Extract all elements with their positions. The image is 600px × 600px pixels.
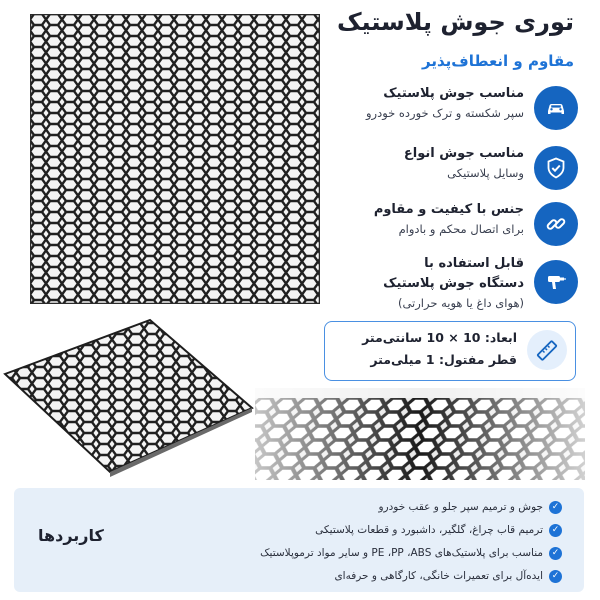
feature-compatible-device [328,254,578,316]
feature-sub: برای اتصال محکم و بادوام [398,222,524,236]
ruler-icon [527,330,567,370]
spec-wire-diameter: قطر مفتول: 1 میلی‌متر [370,352,517,367]
page-subtitle: مقاوم و انعطاف‌پذیر [422,52,574,70]
feature-sub: سپر شکسته و ترک خورده خودرو [365,106,524,120]
feature-heading: جنس با کیفیت و مقاوم [373,202,524,217]
check-icon: ✓ [549,524,562,537]
check-icon: ✓ [549,570,562,583]
heat-gun-icon [534,260,578,304]
check-icon: ✓ [549,501,562,514]
application-item: ✓جوش و ترمیم سپر جلو و عقب خودرو [92,498,562,516]
feature-heading: مناسب جوش انواع [403,146,524,161]
feature-sub: (هوای داغ یا هویه حرارتی) [397,296,524,310]
feature-heading-2: دستگاه جوش پلاستیک [383,276,524,291]
feature-heading: مناسب جوش پلاستیک [383,86,524,101]
mesh-angled-image [0,312,260,477]
feature-plastic-welding [328,84,578,142]
chain-link-icon [534,202,578,246]
applications-panel [14,488,584,592]
mesh-closeup-image [255,388,585,480]
application-item: ✓مناسب برای پلاستیک‌های PE ،PP ،ABS و سایر مواد ترموپلاستیک [92,544,562,562]
applications-label: کاربردها [38,526,104,545]
application-item: ✓ترمیم قاب چراغ، گلگیر، داشبورد و قطعات پلاستیکی [92,521,562,539]
feature-heading: قابل استفاده با [424,256,524,271]
feature-quality [328,200,578,258]
application-item: ✓ایده‌آل برای تعمیرات خانگی، کارگاهی و حرفه‌ای [92,567,562,585]
spec-box [324,321,576,381]
feature-plastic-items [328,144,578,202]
car-icon [534,86,578,130]
feature-sub: وسایل پلاستیکی [447,166,524,180]
shield-check-icon [534,146,578,190]
check-icon: ✓ [549,547,562,560]
page-title: توری جوش پلاستیک [336,8,574,36]
spec-dimensions: ابعاد: 10 × 10 سانتی‌متر [362,330,517,345]
